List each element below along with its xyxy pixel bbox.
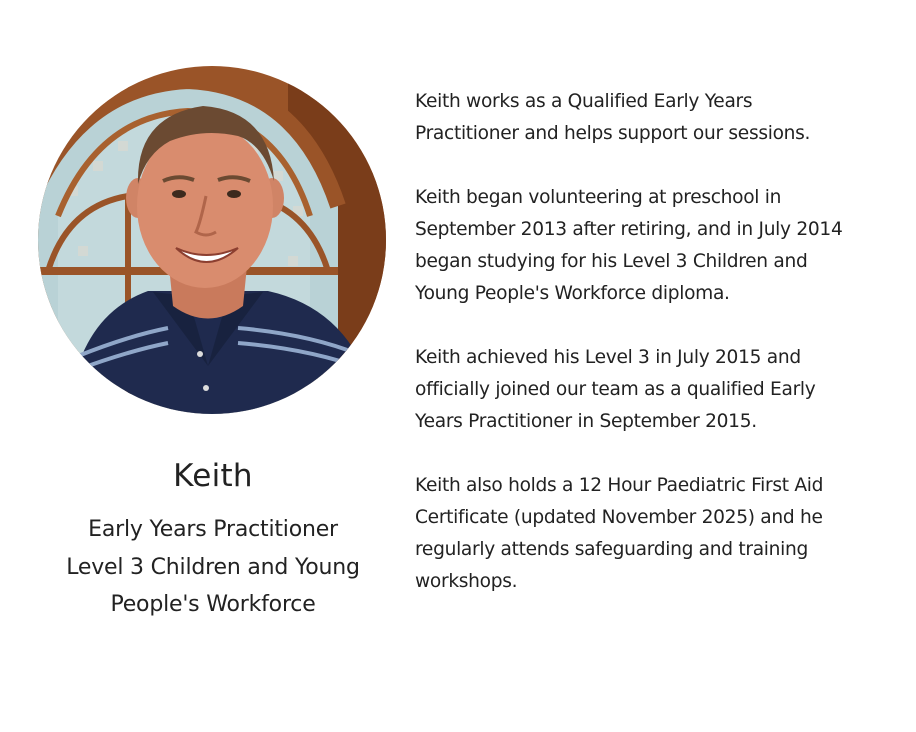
role-line: Level 3 Children and Young: [66, 554, 360, 580]
role-line: Early Years Practitioner: [88, 517, 338, 542]
bio-line: Keith achieved his Level 3 in July 2015 and: [415, 347, 801, 368]
bio-line: Certificate (updated November 2025) and he: [415, 507, 823, 528]
bio-paragraph: [415, 470, 910, 598]
bio-paragraph: [415, 182, 910, 310]
bio-line: workshops.: [415, 571, 518, 592]
bio-line: Years Practitioner in September 2015.: [415, 411, 757, 432]
bio-line: officially joined our team as a qualified Early: [415, 379, 816, 400]
role-line: People's Workforce: [110, 592, 316, 617]
bio-line: September 2013 after retiring, and in July 2014: [415, 219, 843, 240]
bio-paragraph: [415, 86, 910, 150]
bio-line: Practitioner and helps support our sessions.: [415, 123, 811, 144]
person-role: [32, 511, 394, 624]
person-photo-icon: [38, 66, 386, 414]
bio-line: regularly attends safeguarding and training: [415, 539, 809, 560]
bio-text: [415, 86, 910, 630]
bio-line: Keith began volunteering at preschool in: [415, 187, 782, 208]
bio-line: Keith works as a Qualified Early Years: [415, 91, 753, 112]
bio-line: Keith also holds a 12 Hour Paediatric First Aid: [415, 475, 824, 496]
person-name: Keith: [173, 458, 253, 494]
bio-line: began studying for his Level 3 Children and: [415, 251, 808, 272]
bio-paragraph: [415, 342, 910, 438]
bio-line: Young People's Workforce diploma.: [415, 283, 730, 304]
profile-photo: [38, 66, 386, 414]
